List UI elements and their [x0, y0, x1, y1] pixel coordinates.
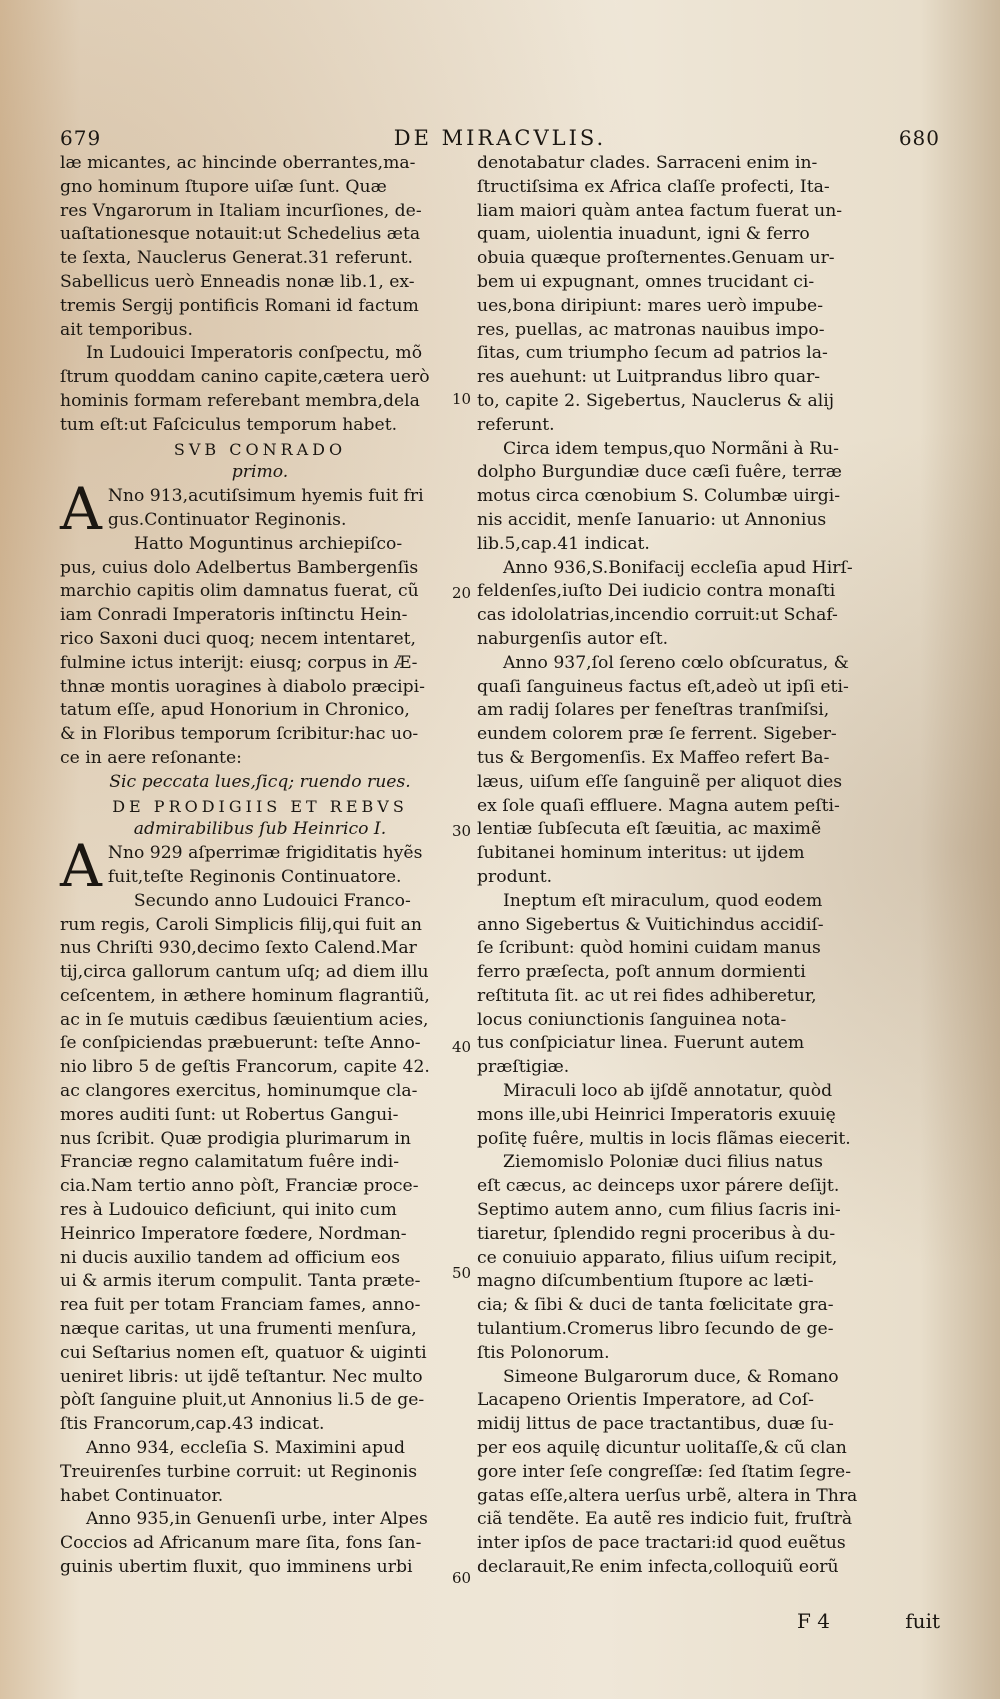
- text-line: In Ludouici Imperatoris conſpectu, mõ: [86, 343, 423, 364]
- line-number: 10: [452, 390, 472, 408]
- text-line: ſubitanei hominum interitus: ut ijdem: [477, 843, 805, 864]
- text-line: Anno 934, eccleſia S. Maximini apud: [86, 1438, 406, 1459]
- text-line: Simeone Bulgarorum duce, & Romano: [503, 1366, 839, 1387]
- drop-cap-initial: A: [60, 475, 102, 544]
- text-line: nus Chriſti 930,decimo ſexto Calend.Mar: [60, 938, 417, 959]
- text-line: dolpho Burgundiæ duce cæſi fuêre, terræ: [477, 462, 842, 483]
- text-line: gus.Continuator Reginonis.: [107, 509, 347, 530]
- text-line: quaſi ſanguineus factus eſt,adeò ut ipſi eti-: [477, 676, 849, 697]
- text-line: Ziemomislo Poloniæ duci filius natus: [503, 1152, 824, 1173]
- text-line: pus, cuius dolo Adelbertus Bambergenſis: [60, 557, 419, 578]
- text-line: ciã tendẽte. Ea autẽ res indicio fuit, fruſtrà: [477, 1509, 853, 1530]
- text-line: hominis formam referebant membra,dela: [60, 390, 420, 411]
- text-line: cia; & ſibi & duci de tanta fœlicitate gra-: [477, 1295, 834, 1316]
- text-line: tus & Bergomenſis. Ex Maffeo refert Ba-: [477, 747, 830, 768]
- text-line: guinis ubertim fluxit, quo imminens urbi: [60, 1557, 413, 1578]
- text-line: rea fuit per totam Franciam fames, anno-: [60, 1295, 421, 1316]
- text-line: rico Saxoni duci quoq; necem intentaret,: [60, 628, 417, 649]
- text-line: Circa idem tempus,quo Normãni à Ru-: [503, 438, 839, 459]
- text-line: declarauit,Re enim infecta,colloquiũ eorũ: [477, 1557, 839, 1578]
- text-line: eſt cæcus, ac deinceps uxor párere deſijt.: [477, 1176, 840, 1197]
- text-line: produnt.: [477, 866, 553, 887]
- text-line: iam Conradi Imperatoris inſtinctu Hein-: [60, 605, 408, 626]
- text-line: Sabellicus uerò Enneadis nonæ lib.1, ex-: [60, 271, 415, 292]
- text-line: feldenſes,iuſto Dei iudicio contra monaſti: [477, 581, 836, 602]
- text-line: tremis Sergij pontificis Romani id factum: [60, 295, 419, 316]
- text-line: mons ille,ubi Heinrici Imperatoris exuuię: [477, 1104, 836, 1125]
- right-column: [477, 152, 913, 1580]
- text-line: anno Sigebertus & Vuitichindus accidiſ-: [477, 914, 824, 935]
- text-line: fulmine ictus interijt: eiusq; corpus in Æ-: [60, 652, 418, 673]
- text-line: ſtrum quoddam canino capite,cætera uerò: [60, 367, 430, 388]
- text-line: pòſt ſanguine pluit,ut Annonius li.5 de ge-: [60, 1390, 425, 1411]
- text-line: locus coniunctionis ſanguinea nota-: [477, 1009, 787, 1030]
- text-line: tatum eſſe, apud Honorium in Chronico,: [60, 700, 410, 721]
- text-line: liam maiori quàm antea factum fuerat un-: [477, 200, 843, 221]
- text-line: Franciæ regno calamitatum fuêre indi-: [60, 1152, 400, 1173]
- text-line: habet Continuator.: [60, 1485, 224, 1506]
- text-line: te ſexta, Nauclerus Generat.31 referunt.: [60, 248, 414, 269]
- text-line: inter ipſos de pace tractari:id quod euẽtus: [477, 1533, 846, 1554]
- text-line: ſtis Polonorum.: [477, 1342, 610, 1363]
- text-line: nis accidit, menſe Ianuario: ut Annonius: [477, 509, 827, 530]
- text-line: mores auditi ſunt: ut Robertus Gangui-: [60, 1104, 399, 1125]
- line-number: 30: [452, 822, 472, 840]
- text-line: ues,bona diripiunt: mares uerò impube-: [477, 295, 823, 316]
- text-line: Septimo autem anno, cum filius ſacris ini-: [477, 1200, 841, 1221]
- text-line: Nno 929 aſperrimæ frigiditatis hyẽs: [107, 843, 423, 864]
- text-line: tus conſpiciatur linea. Fuerunt autem: [477, 1033, 805, 1054]
- text-line: thnæ montis uoragines à diabolo præcipi-: [60, 676, 425, 697]
- text-line: ex ſole quaſi effluere. Magna autem peſti-: [477, 795, 840, 816]
- text-line: Secundo anno Ludouici Franco-: [133, 890, 411, 911]
- text-line: poſitę fuêre, multis in locis flãmas eiecerit.: [477, 1128, 851, 1149]
- line-number: 60: [452, 1569, 472, 1587]
- text-line: tum eſt:ut Faſciculus temporum habet.: [60, 414, 398, 435]
- text-line: Heinrico Imperatore fœdere, Nordman-: [60, 1223, 407, 1244]
- line-number: 50: [452, 1264, 472, 1282]
- text-line: bem ui expugnant, omnes trucidant ci-: [477, 271, 815, 292]
- text-line: motus circa cœnobium S. Columbæ uirgi-: [477, 486, 841, 507]
- text-line: Anno 937,ſol ſereno cœlo obſcuratus, &: [503, 652, 849, 673]
- text-line: Ineptum eſt miraculum, quod eodem: [503, 890, 823, 911]
- text-line: Miraculi loco ab ijſdẽ annotatur, quòd: [503, 1081, 833, 1102]
- text-line: ſe conſpiciendas præbuerunt: teſte Anno-: [60, 1033, 421, 1054]
- text-line: cas idololatrias,incendio corruit:ut Schaf-: [477, 605, 838, 626]
- text-line: Anno 935,in Genuenſi urbe, inter Alpes: [86, 1509, 428, 1530]
- text-line: ac clangores exercitus, hominumque cla-: [60, 1081, 418, 1102]
- text-line: naburgenſis autor eſt.: [477, 628, 669, 649]
- section-subheading: primo.: [231, 462, 289, 483]
- text-line: ueniret libris: ut ijdẽ teſtantur. Nec multo: [60, 1366, 423, 1387]
- page-number-left: 679: [60, 126, 102, 150]
- text-line: ſe ſcribunt: quòd homini cuidam manus: [477, 938, 821, 959]
- text-line: reſtituta ſit. ac ut rei fides adhiberetur,: [477, 985, 817, 1006]
- text-line: eundem colorem præ ſe ferrent. Sigeber-: [477, 724, 837, 745]
- text-line: ce conuiuio apparato, filius uiſum recipit,: [477, 1247, 838, 1268]
- text-line: Hatto Moguntinus archiepiſco-: [133, 533, 403, 554]
- text-line: læus, uiſum eſſe ſanguinẽ per aliquot dies: [477, 771, 843, 792]
- text-line: ſtructiſsima ex Africa claſſe profecti, Ita-: [477, 176, 830, 197]
- section-heading: DE PRODIGIIS ET REBVS: [112, 796, 408, 816]
- section-heading: SVB CONRADO: [173, 439, 347, 459]
- text-line: tiaretur, ſplendido regni proceribus à du-: [477, 1223, 836, 1244]
- text-line: læ micantes, ac hincinde oberrantes,ma-: [60, 153, 416, 173]
- running-header: [60, 126, 940, 152]
- text-line: res, puellas, ac matronas nauibus impo-: [477, 319, 825, 340]
- text-line: tij,circa gallorum cantum uſq; ad diem illu: [60, 962, 429, 983]
- text-line: ce in aere reſonante:: [60, 747, 242, 768]
- text-line: ſitas, cum triumpho ſecum ad patrios la-: [477, 343, 828, 364]
- line-number: 20: [452, 584, 472, 602]
- text-line: to, capite 2. Sigebertus, Nauclerus & alij: [477, 390, 835, 411]
- text-line: Lacapeno Orientis Imperatore, ad Coſ-: [477, 1390, 814, 1411]
- text-line: tulantium.Cromerus libro ſecundo de ge-: [477, 1319, 834, 1340]
- text-line: rum regis, Caroli Simplicis filij,qui fuit an: [60, 914, 422, 935]
- text-line: ceſcentem, in æthere hominum flagrantiũ,: [60, 985, 430, 1006]
- text-line: ac in ſe mutuis cædibus ſæuientium acies,: [60, 1009, 429, 1030]
- page-footer: [490, 1609, 940, 1635]
- signature-mark: F 4: [797, 1609, 830, 1633]
- text-line: Coccios ad Africanum mare ſita, fons ſan-: [60, 1533, 422, 1554]
- text-line: lib.5,cap.41 indicat.: [477, 533, 650, 554]
- section-subheading: admirabilibus ſub Heinrico I.: [133, 819, 387, 840]
- text-line: gatas eſſe,altera uerſus urbẽ, altera in Thra: [477, 1485, 858, 1506]
- text-line: ait temporibus.: [60, 319, 193, 340]
- text-line: midij littus de pace tractantibus, duæ ſu-: [477, 1414, 834, 1435]
- text-line: gno hominum ſtupore uiſæ ſunt. Quæ: [60, 176, 387, 197]
- text-line: res Vngarorum in Italiam incurſiones, de-: [60, 200, 422, 221]
- text-line: Treuirenſes turbine corruit: ut Reginonis: [60, 1461, 418, 1482]
- drop-cap-initial: A: [60, 832, 102, 901]
- text-line: ferro præſecta, poſt annum dormienti: [477, 962, 806, 983]
- verse-line: Sic peccata lues,ſicq; ruendo rues.: [109, 771, 411, 792]
- text-line: cui Seſtarius nomen eſt, quatuor & uiginti: [60, 1342, 427, 1363]
- catchword: fuit: [905, 1609, 940, 1633]
- text-line: denotabatur clades. Sarraceni enim in-: [477, 153, 818, 173]
- text-line: res auehunt: ut Luitprandus libro quar-: [477, 367, 821, 388]
- text-line: uaſtationesque notauit:ut Schedelius æta: [60, 224, 421, 245]
- text-line: lentiæ ſubſecuta eſt ſæuitia, ac maximẽ: [477, 819, 822, 840]
- text-line: fuit,teſte Reginonis Continuatore.: [107, 866, 402, 887]
- text-line: marchio capitis olim damnatus fuerat, cũ: [60, 581, 419, 602]
- left-column: [60, 152, 460, 1580]
- text-line: magno diſcumbentium ſtupore ac læti-: [477, 1271, 814, 1292]
- page-number-right: 680: [898, 126, 940, 150]
- text-line: ſtis Francorum,cap.43 indicat.: [60, 1414, 325, 1435]
- text-line: obuia quæque proſternentes.Genuam ur-: [477, 248, 835, 269]
- text-line: referunt.: [477, 414, 555, 435]
- text-line: Nno 913,acutiſsimum hyemis fuit fri: [107, 486, 424, 507]
- text-line: nio libro 5 de geſtis Francorum, capite 42.: [60, 1057, 430, 1078]
- running-title: DE MIRACVLIS.: [393, 126, 607, 150]
- text-line: per eos aquilę dicuntur uolitaſſe,& cũ clan: [477, 1438, 847, 1459]
- line-number: 40: [452, 1038, 472, 1056]
- text-line: Anno 936,S.Bonifacij eccleſia apud Hirſ-: [503, 557, 853, 578]
- text-line: næque caritas, ut una frumenti menſura,: [60, 1319, 417, 1340]
- text-line: nus ſcribit. Quæ prodigia plurimarum in: [60, 1128, 411, 1149]
- text-line: gore inter ſeſe congreſſæ: ſed ſtatim ſegre-: [477, 1461, 852, 1482]
- text-line: quam, uiolentia inuadunt, igni & ferro: [477, 224, 810, 245]
- text-line: ni ducis auxilio tandem ad officium eos: [60, 1247, 401, 1268]
- text-line: ui & armis iterum compulit. Tanta præte-: [60, 1271, 421, 1292]
- text-line: res à Ludouico deficiunt, qui inito cum: [60, 1200, 397, 1221]
- text-line: am radij ſolares per feneſtras tranſmiſsi,: [477, 700, 830, 721]
- text-line: & in Floribus temporum ſcribitur:hac uo-: [60, 724, 419, 745]
- text-line: præſtigiæ.: [477, 1057, 570, 1078]
- text-line: cia.Nam tertio anno pòſt, Franciæ proce-: [60, 1176, 419, 1197]
